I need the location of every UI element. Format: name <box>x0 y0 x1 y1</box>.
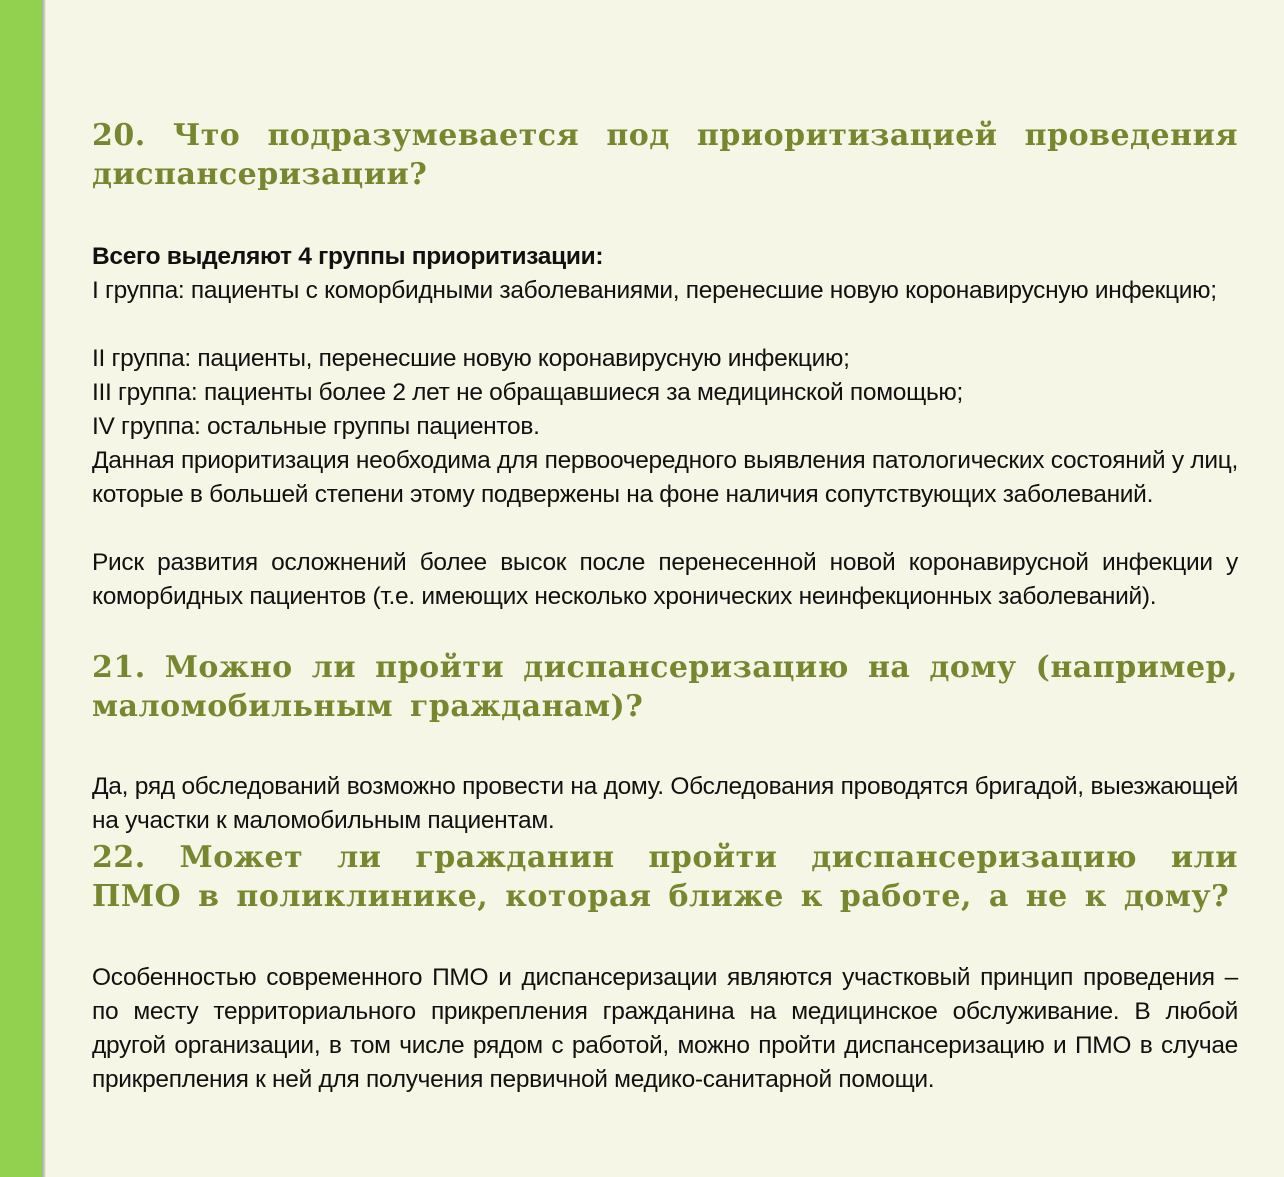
priority-group-3: III группа: пациенты более 2 лет не обращавшиеся за медицинской помощью; <box>92 379 963 406</box>
question-21-heading: 21. Можно ли пройти диспансеризацию на дому (например, маломобильным гражданам)? <box>92 650 1238 724</box>
priority-group-2: II группа: пациенты, перенесшие новую коронавирусную инфекцию; <box>92 345 850 372</box>
side-bar-shadow <box>42 0 46 1177</box>
question-22-answer: Особенностью современного ПМО и диспансеризации являются участковый принцип проведения – по месту территориального прикрепления гражданина на медицинское обслуживание. В любой другой организации, в том числе рядом с работой, можно пройти диспансеризацию и ПМО в случае прикрепления к ней для получения первичной медико-санитарной помощи. <box>92 964 1238 1093</box>
priority-group-4: IV группа: остальные группы пациентов. <box>92 413 540 440</box>
priority-groups-intro <box>92 240 1238 274</box>
complications-risk-paragraph: Риск развития осложнений более высок после перенесенной новой коронавирусной инфекции у коморбидных пациентов (т.е. имеющих несколько хронических неинфекционных заболеваний). <box>92 549 1238 610</box>
decorative-side-bar <box>0 0 42 1177</box>
question-20-heading: 20. Что подразумевается под приоритизацией проведения диспансеризации? <box>92 118 1238 192</box>
priority-group-1: I группа: пациенты с коморбидными заболеваниями, перенесшие новую коронавирусную инфекцию; <box>92 277 1217 304</box>
priority-groups-intro-text: Всего выделяют 4 группы приоритизации: <box>92 243 604 270</box>
question-22-heading: 22. Может ли гражданин пройти диспансеризацию или ПМО в поликлинике, которая ближе к работе, а не к дому? <box>92 840 1238 914</box>
question-21-answer: Да, ряд обследований возможно провести на дому. Обследования проводятся бригадой, выезжающей на участки к маломобильным пациентам. <box>92 773 1238 834</box>
prioritization-purpose-paragraph: Данная приоритизация необходима для первоочередного выявления патологических состояний у лиц, которые в большей степени этому подвержены на фоне наличия сопутствующих заболеваний. <box>92 447 1238 508</box>
